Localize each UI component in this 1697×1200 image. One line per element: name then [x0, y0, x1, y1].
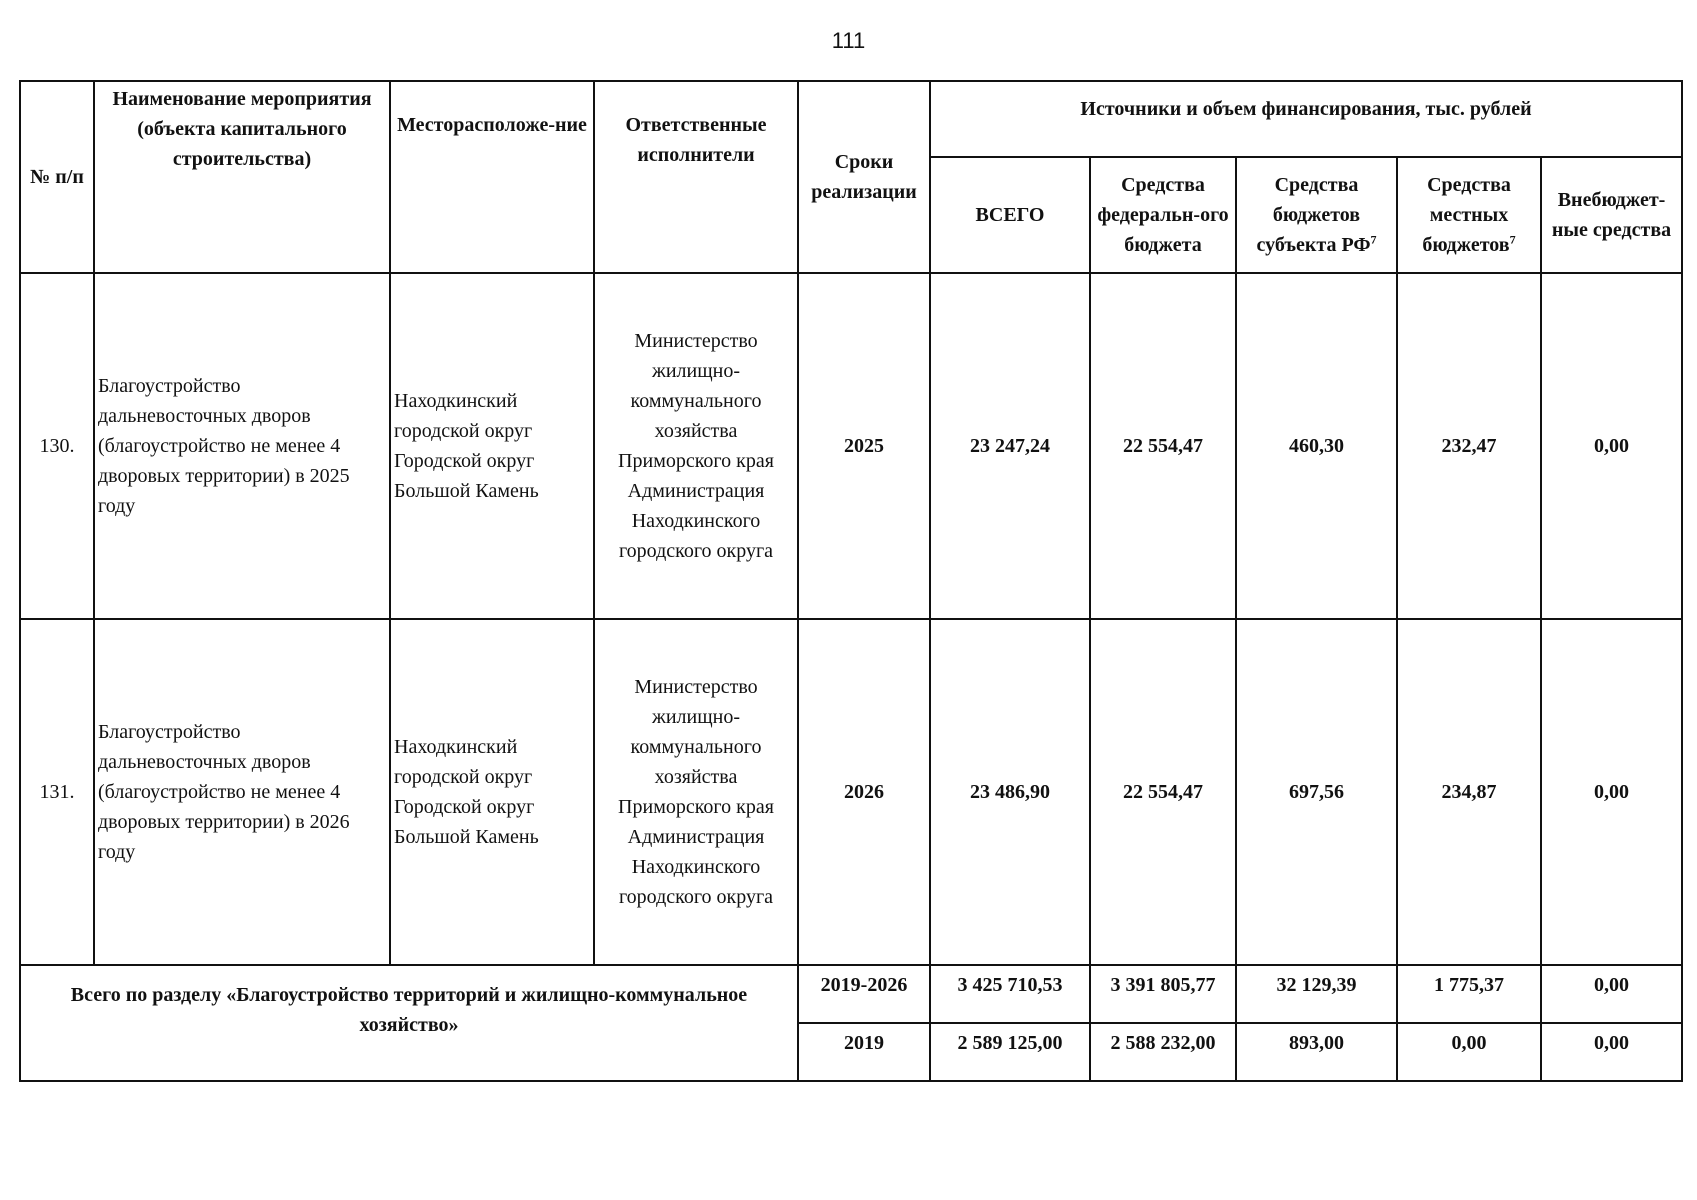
header-num: № п/п [20, 81, 94, 273]
header-subject [1236, 157, 1397, 273]
row-subject: 697,56 [1236, 619, 1397, 965]
table-row [20, 619, 1682, 965]
summary-total: 3 425 710,53 [930, 965, 1090, 1023]
row-responsible: Министерство жилищно-коммунального хозяйства Приморского края Администрация Находкинского городского округа [594, 273, 798, 619]
summary-extra: 0,00 [1541, 965, 1682, 1023]
header-responsible: Ответственные исполнители [594, 81, 798, 273]
header-total: ВСЕГО [930, 157, 1090, 273]
header-local-label: Средства местных бюджетов [1422, 174, 1511, 256]
header-location: Месторасположе-ние [390, 81, 594, 273]
row-federal: 22 554,47 [1090, 273, 1236, 619]
row-extra: 0,00 [1541, 273, 1682, 619]
summary-label: Всего по разделу «Благоустройство территорий и жилищно-коммунальное хозяйство» [20, 965, 798, 1081]
footnote-ref: 7 [1509, 232, 1516, 247]
row-total: 23 247,24 [930, 273, 1090, 619]
summary-federal: 2 588 232,00 [1090, 1023, 1236, 1081]
row-local: 234,87 [1397, 619, 1541, 965]
header-period: Сроки реализации [798, 81, 930, 273]
row-period: 2026 [798, 619, 930, 965]
summary-total: 2 589 125,00 [930, 1023, 1090, 1081]
page-number: 111 [831, 28, 866, 53]
summary-extra: 0,00 [1541, 1023, 1682, 1081]
summary-period: 2019-2026 [798, 965, 930, 1023]
footnote-ref: 7 [1370, 232, 1377, 247]
row-name: Благоустройство дальневосточных дворов (благоустройство не менее 4 дворовых территории) в 2025 году [94, 273, 390, 619]
row-location: Находкинский городской округ Городской округ Большой Камень [390, 273, 594, 619]
summary-period: 2019 [798, 1023, 930, 1081]
summary-local: 1 775,37 [1397, 965, 1541, 1023]
row-local: 232,47 [1397, 273, 1541, 619]
row-name: Благоустройство дальневосточных дворов (благоустройство не менее 4 дворовых территории) в 2026 году [94, 619, 390, 965]
row-num: 130. [20, 273, 94, 619]
header-local [1397, 157, 1541, 273]
summary-subject: 893,00 [1236, 1023, 1397, 1081]
summary-local: 0,00 [1397, 1023, 1541, 1081]
row-federal: 22 554,47 [1090, 619, 1236, 965]
header-name: Наименование мероприятия (объекта капитального строительства) [94, 81, 390, 273]
summary-subject: 32 129,39 [1236, 965, 1397, 1023]
row-subject: 460,30 [1236, 273, 1397, 619]
row-period: 2025 [798, 273, 930, 619]
header-subject-label: Средства бюджетов субъекта РФ [1256, 174, 1371, 256]
row-responsible: Министерство жилищно-коммунального хозяйства Приморского края Администрация Находкинского городского округа [594, 619, 798, 965]
summary-federal: 3 391 805,77 [1090, 965, 1236, 1023]
header-funding-group: Источники и объем финансирования, тыс. рублей [930, 81, 1682, 157]
header-federal: Средства федеральн-ого бюджета [1090, 157, 1236, 273]
header-extra: Внебюджет-ные средства [1541, 157, 1682, 273]
summary-row [20, 965, 1682, 1023]
row-num: 131. [20, 619, 94, 965]
table-row [20, 273, 1682, 619]
row-total: 23 486,90 [930, 619, 1090, 965]
row-location: Находкинский городской округ Городской округ Большой Камень [390, 619, 594, 965]
row-extra: 0,00 [1541, 619, 1682, 965]
funding-table [19, 80, 1683, 1082]
